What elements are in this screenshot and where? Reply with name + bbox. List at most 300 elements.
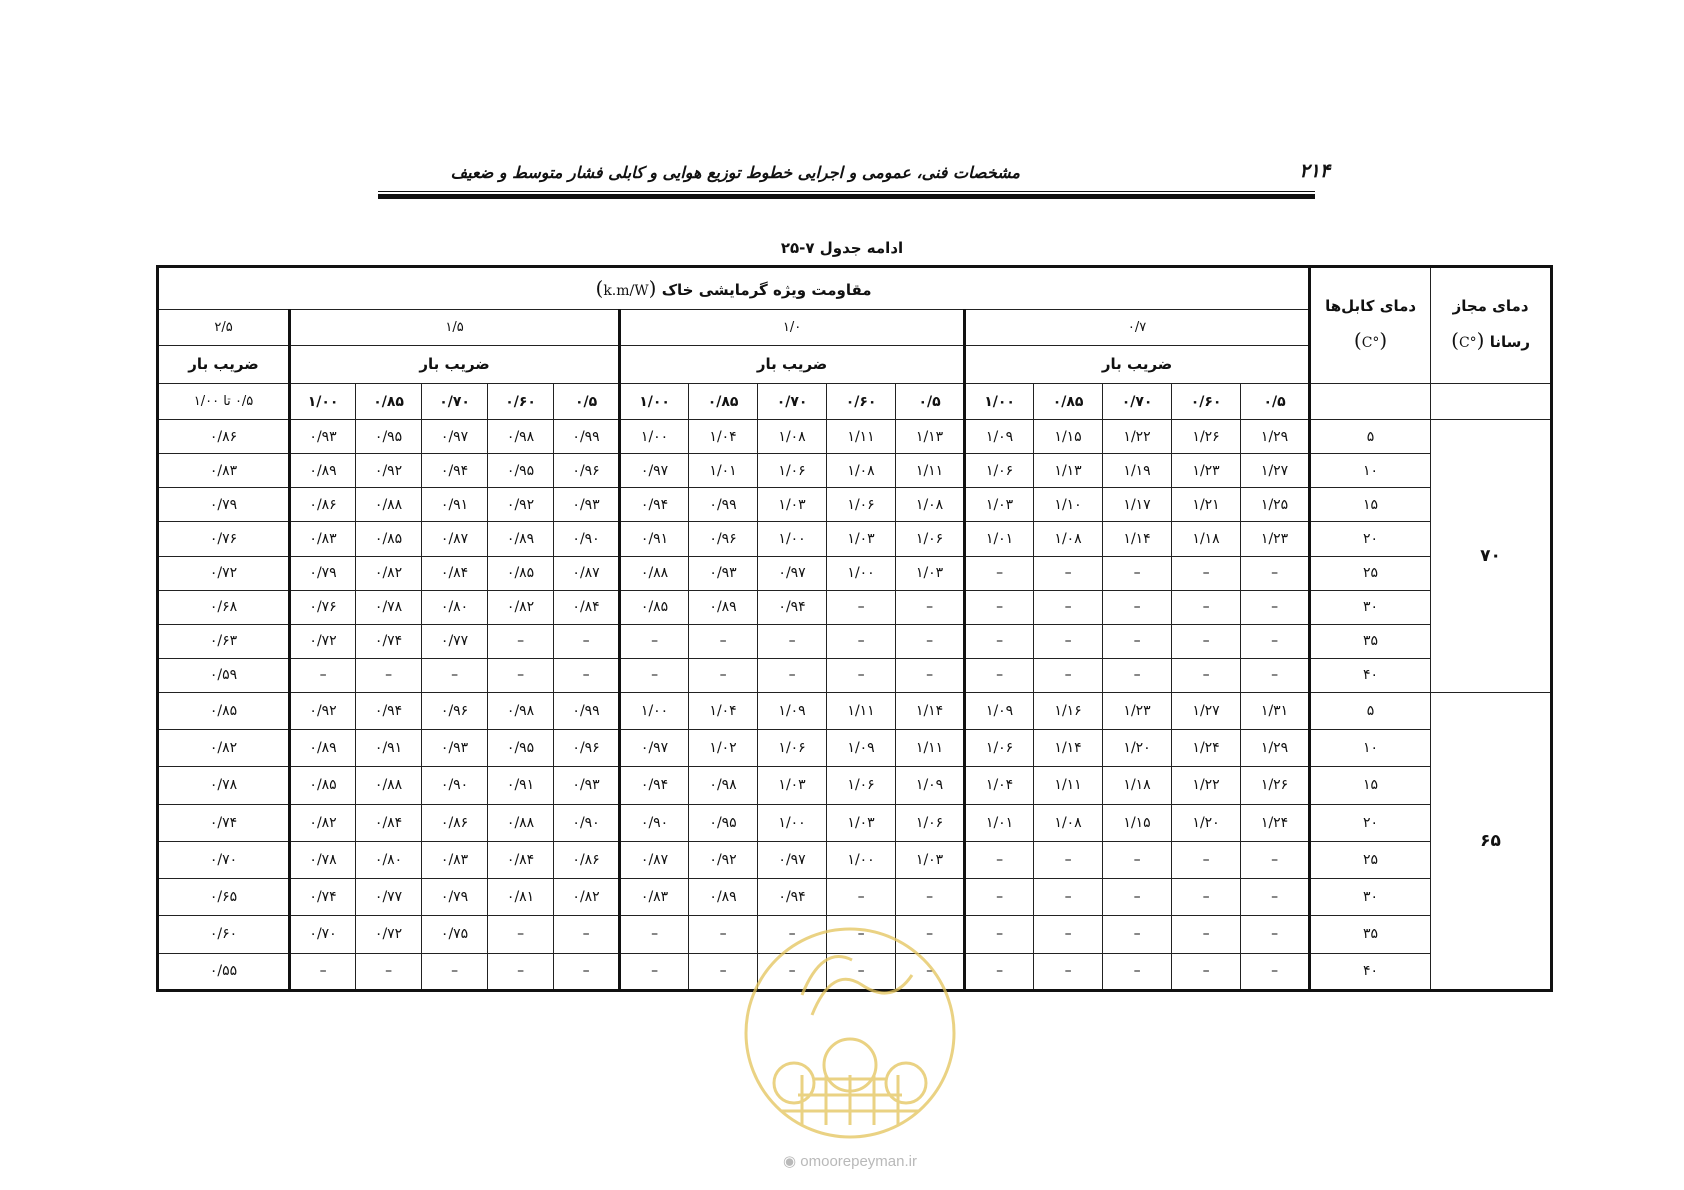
table-cell: –: [1103, 879, 1172, 916]
table-cell: ۰/۷۰: [158, 841, 290, 878]
running-header-title: مشخصات فنی، عمومی و اجرایی خطوط توزیع هوایی و کابلی فشار متوسط و ضعیف: [450, 163, 1020, 182]
table-cell: –: [1034, 624, 1103, 658]
table-cell: –: [896, 953, 965, 990]
table-cell: ۰/۸۴: [422, 556, 488, 590]
table-cell: ۰/۷۰: [290, 916, 356, 953]
table-cell: ۱/۰۶: [965, 454, 1034, 488]
load-factor-value: ۰/۶۰: [488, 384, 554, 420]
table-cell: ۱/۲۱: [1172, 488, 1241, 522]
table-cell: ۰/۹۴: [620, 767, 689, 804]
table-cell: ۱/۱۹: [1103, 454, 1172, 488]
table-cell: ۰/۷۴: [356, 624, 422, 658]
table-cell: ۱/۰۹: [896, 767, 965, 804]
table-cell: –: [1241, 590, 1310, 624]
table-cell: ۱/۲۶: [1241, 767, 1310, 804]
table-cell: ۱/۱۱: [827, 692, 896, 729]
table-cell: –: [620, 953, 689, 990]
resistivity-header: [158, 267, 1310, 310]
table-cell: ۰/۹۴: [758, 879, 827, 916]
load-factor-value: ۰/۵: [554, 384, 620, 420]
table-cell: ۱/۱۱: [896, 454, 965, 488]
table-cell: ۰/۷۷: [422, 624, 488, 658]
page-number: ۲۱۴: [1299, 160, 1330, 182]
load-factor-label: ضریب بار: [158, 345, 290, 383]
table-cell: ۱/۰۱: [965, 522, 1034, 556]
table-cell: –: [758, 916, 827, 953]
table-cell: ۰/۹۶: [554, 730, 620, 767]
cable-temp-value: ۲۰: [1310, 522, 1431, 556]
cable-temp-value: ۱۰: [1310, 454, 1431, 488]
table-cell: ۰/۸۶: [554, 841, 620, 878]
table-cell: ۰/۷۹: [290, 556, 356, 590]
table-cell: ۰/۸۲: [488, 590, 554, 624]
table-cell: ۱/۰۹: [965, 692, 1034, 729]
cable-temp-value: ۱۵: [1310, 488, 1431, 522]
table-cell: ۰/۹۳: [290, 420, 356, 454]
unit-bracket: (: [1379, 327, 1388, 352]
table-cell: ۰/۹۸: [488, 692, 554, 729]
table-cell: ۱/۰۰: [620, 420, 689, 454]
table-cell: –: [896, 658, 965, 692]
conductor-temp-value: ۶۵: [1431, 692, 1552, 990]
table-cell: ۰/۸۶: [290, 488, 356, 522]
table-cell: ۱/۰۸: [896, 488, 965, 522]
table-cell: ۰/۸۴: [554, 590, 620, 624]
table-cell: –: [827, 953, 896, 990]
table-cell: ۱/۲۴: [1241, 804, 1310, 841]
table-cell: ۰/۸۶: [422, 804, 488, 841]
table-cell: ۰/۹۵: [356, 420, 422, 454]
table-cell: –: [1241, 658, 1310, 692]
cable-temp-value: ۱۵: [1310, 767, 1431, 804]
table-cell: ۰/۸۴: [356, 804, 422, 841]
table-cell: ۰/۸۴: [488, 841, 554, 878]
load-factor-value: ۰/۶۰: [1172, 384, 1241, 420]
table-cell: ۱/۲۵: [1241, 488, 1310, 522]
table-cell: ۱/۰۳: [896, 841, 965, 878]
table-cell: ۱/۰۹: [965, 420, 1034, 454]
table-cell: ۱/۰۰: [620, 692, 689, 729]
load-factor-value: ۱/۰۰: [965, 384, 1034, 420]
table-cell: –: [1103, 658, 1172, 692]
table-cell: ۱/۱۸: [1103, 767, 1172, 804]
table-cell: ۰/۸۱: [488, 879, 554, 916]
table-cell: –: [896, 916, 965, 953]
table-cell: ۰/۹۰: [554, 522, 620, 556]
table-cell: –: [827, 879, 896, 916]
table-cell: –: [965, 556, 1034, 590]
table-cell: –: [1034, 658, 1103, 692]
table-cell: ۱/۱۷: [1103, 488, 1172, 522]
table-cell: ۱/۱۶: [1034, 692, 1103, 729]
table-cell: ۰/۸۸: [356, 488, 422, 522]
cable-temp-header: [1310, 267, 1431, 384]
table-cell: –: [1241, 916, 1310, 953]
table-cell: ۱/۰۳: [896, 556, 965, 590]
table-cell: –: [554, 953, 620, 990]
table-cell: ۰/۶۰: [158, 916, 290, 953]
table-cell: ۰/۷۹: [158, 488, 290, 522]
table-cell: ۰/۸۵: [356, 522, 422, 556]
table-cell: –: [1034, 556, 1103, 590]
table-cell: –: [620, 624, 689, 658]
table-cell: ۱/۰۶: [896, 804, 965, 841]
table-cell: –: [1241, 953, 1310, 990]
table-cell: –: [1241, 879, 1310, 916]
table-cell: ۰/۹۸: [488, 420, 554, 454]
table-cell: ۰/۷۸: [158, 767, 290, 804]
table-cell: ۱/۱۱: [827, 420, 896, 454]
table-cell: –: [554, 916, 620, 953]
table-cell: ۱/۰۴: [965, 767, 1034, 804]
table-cell: –: [1034, 590, 1103, 624]
table-cell: ۱/۱۴: [1034, 730, 1103, 767]
table-cell: ۱/۱۳: [896, 420, 965, 454]
table-cell: ۰/۹۷: [758, 841, 827, 878]
cable-temp-value: ۵: [1310, 420, 1431, 454]
table-cell: –: [1103, 916, 1172, 953]
table-cell: ۱/۰۳: [758, 767, 827, 804]
table-cell: –: [689, 658, 758, 692]
table-cell: ۰/۶۳: [158, 624, 290, 658]
resistivity-value: ۰/۷: [965, 309, 1310, 345]
table-cell: ۱/۲۶: [1172, 420, 1241, 454]
table-cell: ۰/۹۱: [488, 767, 554, 804]
table-cell: ۱/۲۷: [1241, 454, 1310, 488]
table-cell: ۱/۰۰: [827, 841, 896, 878]
table-cell: ۱/۱۴: [1103, 522, 1172, 556]
table-cell: ۱/۰۱: [965, 804, 1034, 841]
table-cell: ۱/۰۰: [758, 522, 827, 556]
table-cell: –: [1034, 916, 1103, 953]
conductor-temp-unit: °C: [1458, 334, 1477, 351]
table-cell: ۰/۸۲: [554, 879, 620, 916]
load-factor-value: ۰/۶۰: [827, 384, 896, 420]
table-cell: ۰/۸۹: [689, 590, 758, 624]
table-cell: ۱/۰۰: [827, 556, 896, 590]
table-cell: –: [965, 841, 1034, 878]
table-cell: ۰/۹۱: [422, 488, 488, 522]
table-cell: –: [758, 953, 827, 990]
table-cell: ۰/۹۲: [488, 488, 554, 522]
table-cell: ۰/۷۸: [356, 590, 422, 624]
table-cell: ۰/۹۳: [689, 556, 758, 590]
table-cell: –: [689, 624, 758, 658]
table-cell: ۰/۸۵: [290, 767, 356, 804]
table-cell: –: [1172, 879, 1241, 916]
unit-bracket: ): [1451, 327, 1459, 352]
derating-factor-table: [156, 265, 1553, 992]
table-cell: ۰/۹۰: [422, 767, 488, 804]
table-cell: ۰/۷۷: [356, 879, 422, 916]
load-factor-value: ۰/۵ تا ۱/۰۰: [158, 384, 290, 420]
table-caption: ادامه جدول ۷-۲۵: [780, 239, 904, 257]
table-cell: ۰/۸۳: [290, 522, 356, 556]
table-cell: ۱/۳۱: [1241, 692, 1310, 729]
table-cell: ۱/۰۳: [965, 488, 1034, 522]
table-cell: –: [356, 658, 422, 692]
table-cell: –: [965, 916, 1034, 953]
conductor-temp-value: ۷۰: [1431, 420, 1552, 693]
table-cell: ۰/۹۶: [422, 692, 488, 729]
table-cell: ۱/۱۵: [1034, 420, 1103, 454]
table-cell: ۰/۸۶: [158, 420, 290, 454]
table-cell: ۱/۲۷: [1172, 692, 1241, 729]
table-cell: –: [1172, 953, 1241, 990]
table-cell: ۰/۸۷: [554, 556, 620, 590]
cable-temp-value: ۴۰: [1310, 953, 1431, 990]
table-cell: ۰/۹۴: [356, 692, 422, 729]
cable-temp-value: ۳۵: [1310, 916, 1431, 953]
table-cell: ۱/۱۱: [1034, 767, 1103, 804]
table-cell: ۰/۹۲: [689, 841, 758, 878]
conductor-temp-label-1: دمای مجاز: [1452, 297, 1529, 316]
table-cell: ۰/۹۹: [689, 488, 758, 522]
table-cell: –: [422, 658, 488, 692]
table-cell: ۰/۸۹: [290, 454, 356, 488]
table-cell: ۰/۹۳: [422, 730, 488, 767]
table-cell: –: [827, 624, 896, 658]
table-cell: ۰/۷۲: [158, 556, 290, 590]
table-cell: –: [1103, 556, 1172, 590]
cable-temp-unit: °C: [1361, 334, 1380, 351]
load-factor-value: ۰/۸۵: [356, 384, 422, 420]
cable-temp-value: ۱۰: [1310, 730, 1431, 767]
table-cell: –: [1172, 916, 1241, 953]
table-cell: ۱/۰۳: [827, 522, 896, 556]
watermark-url-text: omoorepeyman.ir: [800, 1153, 917, 1170]
table-cell: –: [1172, 556, 1241, 590]
table-cell: ۰/۹۴: [422, 454, 488, 488]
unit-bracket: ): [595, 276, 604, 301]
table-cell: ۰/۹۷: [620, 454, 689, 488]
table-cell: –: [1172, 624, 1241, 658]
table-cell: –: [356, 953, 422, 990]
table-cell: ۰/۸۵: [158, 692, 290, 729]
table-cell: ۱/۰۹: [758, 692, 827, 729]
table-cell: –: [620, 658, 689, 692]
table-cell: ۰/۹۹: [554, 420, 620, 454]
table-cell: ۱/۰۸: [827, 454, 896, 488]
table-cell: ۰/۸۲: [158, 730, 290, 767]
table-cell: ۰/۷۵: [422, 916, 488, 953]
table-cell: ۱/۱۳: [1034, 454, 1103, 488]
table-cell: ۱/۰۶: [758, 730, 827, 767]
table-cell: ۰/۹۵: [689, 804, 758, 841]
table-cell: ۱/۱۰: [1034, 488, 1103, 522]
table-cell: ۱/۱۴: [896, 692, 965, 729]
table-cell: ۱/۱۸: [1172, 522, 1241, 556]
cable-temp-value: ۲۵: [1310, 556, 1431, 590]
table-cell: –: [965, 658, 1034, 692]
table-cell: ۰/۹۸: [689, 767, 758, 804]
table-cell: ۰/۹۴: [620, 488, 689, 522]
table-cell: ۱/۰۱: [689, 454, 758, 488]
table-cell: ۰/۹۲: [356, 454, 422, 488]
table-cell: –: [488, 916, 554, 953]
table-cell: ۰/۹۴: [758, 590, 827, 624]
table-cell: ۱/۰۴: [689, 692, 758, 729]
table-cell: –: [1172, 590, 1241, 624]
table-cell: ۱/۲۳: [1172, 454, 1241, 488]
table-cell: –: [488, 658, 554, 692]
table-cell: ۰/۹۳: [554, 488, 620, 522]
table-cell: ۰/۸۹: [689, 879, 758, 916]
table-cell: ۰/۸۳: [422, 841, 488, 878]
table-cell: ۱/۰۴: [689, 420, 758, 454]
load-factor-value: ۰/۷۰: [1103, 384, 1172, 420]
table-cell: ۰/۸۸: [488, 804, 554, 841]
table-cell: ۰/۷۲: [356, 916, 422, 953]
table-cell: –: [1103, 841, 1172, 878]
table-cell: –: [1034, 841, 1103, 878]
table-cell: ۱/۰۸: [758, 420, 827, 454]
table-cell: ۰/۹۰: [620, 804, 689, 841]
table-cell: ۰/۵۹: [158, 658, 290, 692]
load-factor-label: ضریب بار: [965, 345, 1310, 383]
table-cell: ۱/۲۰: [1103, 730, 1172, 767]
table-cell: ۱/۲۹: [1241, 730, 1310, 767]
load-factor-label: ضریب بار: [620, 345, 965, 383]
table-cell: –: [896, 624, 965, 658]
load-factor-value: ۰/۵: [1241, 384, 1310, 420]
table-cell: –: [827, 590, 896, 624]
table-cell: ۱/۲۹: [1241, 420, 1310, 454]
table-cell: –: [827, 658, 896, 692]
conductor-temp-label-2: رسانا: [1489, 332, 1530, 351]
table-cell: ۰/۹۱: [356, 730, 422, 767]
load-factor-value: ۰/۷۰: [422, 384, 488, 420]
cable-temp-value: ۲۰: [1310, 804, 1431, 841]
table-cell: –: [689, 916, 758, 953]
table-cell: –: [689, 953, 758, 990]
table-cell: ۰/۹۹: [554, 692, 620, 729]
table-cell: –: [1103, 624, 1172, 658]
table-cell: ۱/۰۲: [689, 730, 758, 767]
table-cell: –: [1034, 953, 1103, 990]
table-cell: ۰/۸۵: [488, 556, 554, 590]
table-cell: ۱/۰۸: [1034, 522, 1103, 556]
table-cell: –: [488, 953, 554, 990]
resistivity-value: ۱/۰: [620, 309, 965, 345]
table-cell: –: [758, 658, 827, 692]
cable-temp-value: ۲۵: [1310, 841, 1431, 878]
table-cell: ۰/۸۵: [620, 590, 689, 624]
table-cell: ۰/۹۶: [554, 454, 620, 488]
table-cell: ۱/۰۶: [827, 767, 896, 804]
table-cell: ۱/۰۸: [1034, 804, 1103, 841]
table-cell: ۰/۸۸: [620, 556, 689, 590]
table-cell: –: [554, 624, 620, 658]
table-cell: ۰/۸۲: [356, 556, 422, 590]
table-cell: ۰/۸۳: [158, 454, 290, 488]
cable-temp-value: ۴۰: [1310, 658, 1431, 692]
load-factor-value: ۰/۸۵: [689, 384, 758, 420]
table-cell: ۱/۰۳: [827, 804, 896, 841]
table-cell: ۰/۷۴: [290, 879, 356, 916]
table-cell: ۰/۹۵: [488, 730, 554, 767]
table-cell: ۰/۸۹: [488, 522, 554, 556]
table-cell: ۰/۷۶: [158, 522, 290, 556]
table-cell: ۰/۸۰: [422, 590, 488, 624]
unit-bracket: (: [1476, 327, 1485, 352]
table-cell: ۱/۲۳: [1241, 522, 1310, 556]
table-cell: –: [422, 953, 488, 990]
load-factor-label: ضریب بار: [290, 345, 620, 383]
table-cell: ۱/۲۲: [1103, 420, 1172, 454]
resistivity-unit: k.m/W: [603, 283, 649, 300]
table-cell: –: [1034, 879, 1103, 916]
table-cell: ۰/۹۷: [620, 730, 689, 767]
table-cell: ۰/۷۲: [290, 624, 356, 658]
table-cell: ۱/۰۶: [758, 454, 827, 488]
table-cell: –: [1172, 658, 1241, 692]
conductor-temp-spacer: [1431, 384, 1552, 420]
table-cell: ۰/۸۳: [620, 879, 689, 916]
unit-bracket: (: [648, 276, 657, 301]
cable-temp-spacer: [1310, 384, 1431, 420]
cable-temp-value: ۳۰: [1310, 590, 1431, 624]
resistivity-value: ۲/۵: [158, 309, 290, 345]
table-cell: ۰/۸۰: [356, 841, 422, 878]
load-factor-value: ۰/۸۵: [1034, 384, 1103, 420]
resistivity-value: ۱/۵: [290, 309, 620, 345]
table-cell: ۰/۸۹: [290, 730, 356, 767]
table-cell: ۰/۹۷: [758, 556, 827, 590]
table-cell: –: [896, 879, 965, 916]
table-cell: –: [1241, 841, 1310, 878]
header-rule-thick: [378, 194, 1315, 199]
table-cell: –: [620, 916, 689, 953]
load-factor-value: ۱/۰۰: [290, 384, 356, 420]
watermark-url: ◉ omoorepeyman.ir: [783, 1153, 917, 1170]
table-cell: ۱/۱۱: [896, 730, 965, 767]
table-cell: ۱/۰۶: [827, 488, 896, 522]
table-cell: –: [1241, 624, 1310, 658]
table-cell: ۰/۸۷: [422, 522, 488, 556]
table-cell: –: [758, 624, 827, 658]
table-cell: ۱/۰۰: [758, 804, 827, 841]
table-cell: –: [965, 624, 1034, 658]
table-cell: ۰/۷۶: [290, 590, 356, 624]
resistivity-title: مقاومت ویژه گرمایشی خاک: [661, 281, 872, 300]
table-cell: ۱/۰۳: [758, 488, 827, 522]
cable-temp-value: ۵: [1310, 692, 1431, 729]
table-cell: ۰/۹۱: [620, 522, 689, 556]
table-cell: ۱/۱۵: [1103, 804, 1172, 841]
table-cell: ۰/۹۳: [554, 767, 620, 804]
table-cell: ۰/۷۴: [158, 804, 290, 841]
cable-temp-value: ۳۰: [1310, 879, 1431, 916]
conductor-temp-header: [1431, 267, 1552, 384]
table-cell: ۰/۹۰: [554, 804, 620, 841]
table-cell: ۰/۹۶: [689, 522, 758, 556]
table-cell: ۰/۹۷: [422, 420, 488, 454]
table-cell: ۰/۶۸: [158, 590, 290, 624]
unit-bracket: ): [1353, 327, 1362, 352]
load-factor-value: ۰/۷۰: [758, 384, 827, 420]
table-cell: –: [1172, 841, 1241, 878]
cable-temp-value: ۳۵: [1310, 624, 1431, 658]
table-cell: ۱/۲۴: [1172, 730, 1241, 767]
table-cell: ۱/۲۳: [1103, 692, 1172, 729]
table-cell: –: [1103, 590, 1172, 624]
table-cell: ۰/۹۵: [488, 454, 554, 488]
table-cell: –: [965, 590, 1034, 624]
table-cell: –: [896, 590, 965, 624]
table-cell: ۰/۸۸: [356, 767, 422, 804]
load-factor-value: ۰/۵: [896, 384, 965, 420]
